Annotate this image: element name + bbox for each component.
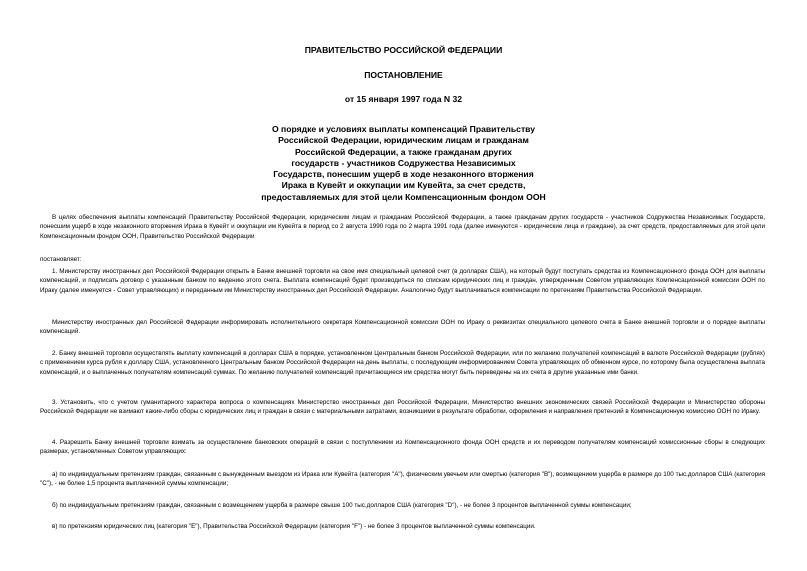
title-line: государств - участников Содружества Независимых: [291, 157, 516, 168]
item-4b-paragraph: б) по индивидуальным претензиям граждан, связанным с возмещением ущерба в размере свыше 100 тыс.долларов США (категория "D"), - не более 3 процентов выплаченной суммы компенсации;: [52, 502, 632, 509]
title-line: Государств, понесшим ущерб в ходе незаконного вторжения: [273, 169, 534, 180]
title-line: предоставляемых для этой цели Компенсационным фондом ООН: [261, 191, 546, 202]
document-type-heading: ПОСТАНОВЛЕНИЕ: [364, 70, 443, 80]
government-heading: ПРАВИТЕЛЬСТВО РОССИЙСКОЙ ФЕДЕРАЦИИ: [304, 45, 503, 55]
title-line: Российской Федерации, юридическим лицам и гражданам: [278, 135, 529, 146]
item-4-paragraph: 4. Разрешить Банку внешней торговли взимать за осуществление банковских операций в связи с поступлением из Компенсационного фонда ООН средств и их переводом получателям компенсаций комиссионные сборы в следующих размерах, установленных Советом управляющих:: [40, 439, 765, 456]
item-4c-paragraph: в) по претензиям юридических лиц (категория "E"), Правительства Российской Федерации (категория "F") - не более 3 процентов выплаченной суммы компенсации.: [52, 523, 536, 530]
title-line: Российской Федерации, а также гражданам других: [295, 146, 512, 157]
decree-word: постановляет:: [40, 256, 82, 263]
item-1b-paragraph: Министерству иностранных дел Российской Федерации информировать исполнительного секретаря Компенсационной комиссии ООН по Ираку о реквизитах специального целевого счета в Банке внешней торговли и о порядке выплаты компенсаций.: [40, 319, 765, 336]
title-line: Ирака в Кувейт и оккупации им Кувейта, за счет средств,: [281, 180, 526, 191]
date-number-heading: от 15 января 1997 года N 32: [344, 94, 463, 104]
item-4a-paragraph: а) по индивидуальным претензиям граждан, связанным с вынужденным выездом из Ирака или Кувейта (категория "A"), физическим увечьем или смертью (категория "B"), возмещением ущерба в размере до 100 тыс.долларов США (категория "C"), - не более 1,5 процента выплаченной суммы компенсации;: [40, 471, 765, 488]
item-3-paragraph: 3. Установить, что с учетом гуманитарного характера вопроса о компенсациях Министерство иностранных дел Российской Федерации, Министерство внешних экономических связей Российской Федерации и Министерство обороны Российской Федерации не взимают какие-либо сборы с юридических лиц и граждан в связи с материальными затратами, возникшими в результате обработки, оформления и направления претензий в Компенсационную комиссию ООН по Ираку.: [40, 399, 765, 416]
title-line: О порядке и условиях выплаты компенсаций Правительству: [271, 124, 535, 134]
preamble-paragraph: В целях обеспечения выплаты компенсаций Правительству Российской Федерации, юридическим лицам и гражданам Российской Федерации, а также гражданам других государств - участников Содружества Независимых Государств, понесшим ущерб в ходе незаконного вторжения Ирака в Кувейт и оккупации им Кувейта в период со 2 августа 1990 года по 2 марта 1991 года (далее именуются - юридические лица и граждане), за счет средств, предоставляемых для этой цели Компенсационным фондом ООН, Правительство Российской Федерации: [40, 214, 765, 240]
item-2-paragraph: 2. Банку внешней торговли осуществлять выплату компенсаций в долларах США в порядке, установленном Центральным банком Российской Федерации, или по желанию получателей компенсаций в валюте Российской Федерации (рублях) с применением курса рубля к доллару США, установленного Центральным банком Российской Федерации на день выплаты, с последующим информированием Совета управляющих об обменном курсе, по которому была осуществлена выплата компенсаций, и о выплаченных получателям компенсаций суммах. По желанию получателей компенсаций причитающиеся им средства могут быть переведены на их счета в другие указанные ими банки.: [40, 350, 765, 376]
document-title: [150, 124, 657, 203]
item-1-paragraph: 1. Министерству иностранных дел Российской Федерации открыть в Банке внешней торговли на свое имя специальный целевой счет (в долларах США), на который будут поступать средства из Компенсационного фонда ООН для выплаты компенсаций, и подписать договор с указанным банком по ведению этого счета. Выплата компенсаций будет производиться по спискам юридических лиц и граждан, утвержденным Советом управляющих Компенсационной комиссии ООН по Ираку (далее именуется - Совет управляющих) и переданным им Министерству иностранных дел Российской Федерации. Аналогично будут выплачиваться компенсации по претензиям Правительства Российской Федерации.: [40, 268, 765, 294]
